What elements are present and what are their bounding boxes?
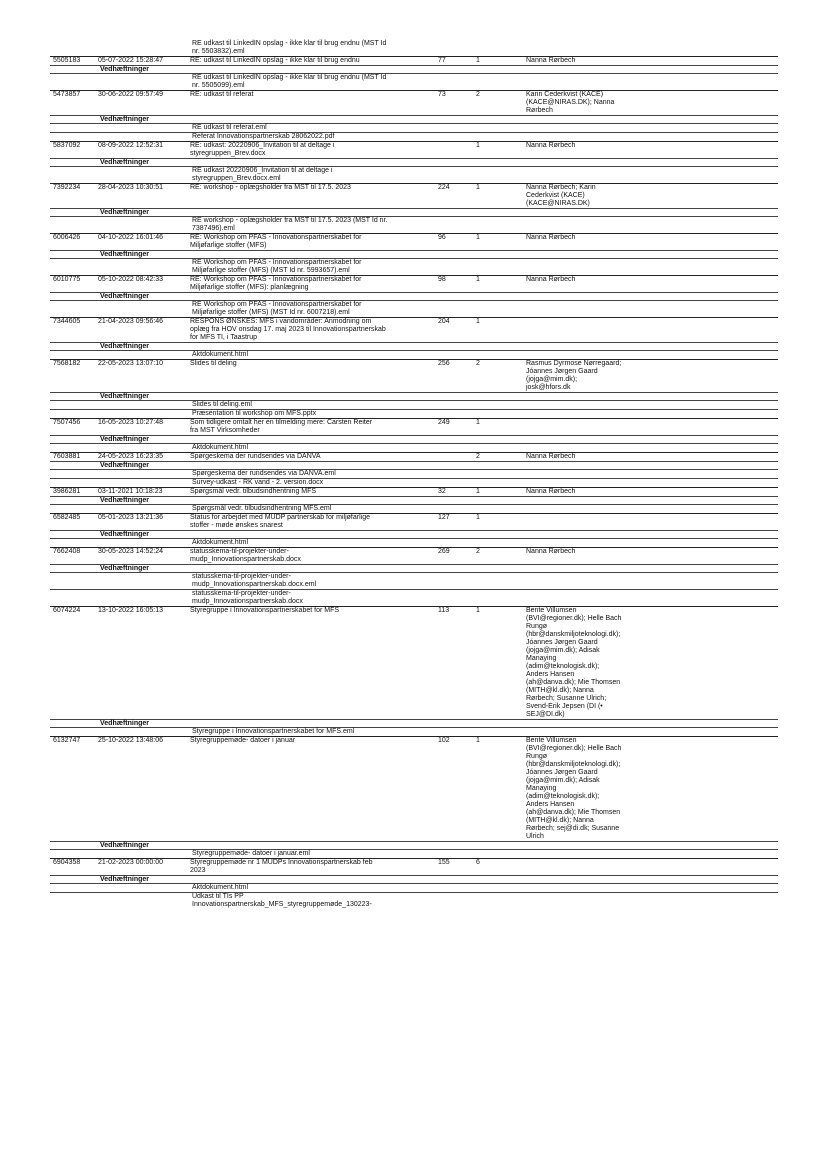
- record-attachment-count: 1: [476, 276, 480, 283]
- record-id: 7662408: [53, 548, 81, 555]
- attachment-file-line: RE Workshop om PFAS - Innovationspartnerskabet for Miljøfarlige stoffer (MFS) (MST Id nr. 5993657).eml: [50, 258, 778, 275]
- attachments-label: Vedhæftninger: [100, 531, 150, 538]
- record-row: [50, 275, 778, 292]
- record-id: 7507456: [53, 419, 81, 426]
- attachment-file-line: Aktdokument.html: [50, 883, 778, 892]
- attachments-label: Vedhæftninger: [100, 159, 150, 166]
- attachment-file-line: Aktdokument.html: [50, 350, 778, 359]
- record-date: 05-07-2022 15:28:47: [98, 57, 163, 64]
- record-pages: 204: [438, 318, 450, 325]
- attachments-header: [50, 435, 778, 443]
- document-table: [50, 40, 778, 909]
- record-attachment-count: 1: [476, 488, 480, 495]
- record-pages: 102: [438, 737, 450, 744]
- record-date: 08-09-2022 12:52:31: [98, 142, 163, 149]
- record-id: 5837092: [53, 142, 81, 149]
- record-date: 04-10-2022 16:01:46: [98, 234, 163, 241]
- record-row: [50, 233, 778, 250]
- record-pages: 73: [438, 91, 446, 98]
- record-id: 6006426: [53, 234, 81, 241]
- record-row: [50, 606, 778, 719]
- record-attachment-count: 2: [476, 360, 480, 367]
- attachments-header: [50, 392, 778, 400]
- record-pages: 224: [438, 184, 450, 191]
- record-pages: 155: [438, 859, 450, 866]
- record-attachment-count: 1: [476, 607, 480, 614]
- record-row: [50, 56, 778, 65]
- attachments-header: [50, 530, 778, 538]
- record-title: statusskema-til-projekter-under- mudp_Innovationspartnerskab.docx: [190, 548, 301, 563]
- record-id: 7392234: [53, 184, 81, 191]
- record-id: 5473857: [53, 91, 81, 98]
- attachments-label: Vedhæftninger: [100, 209, 150, 216]
- record-recipients: Bente Villumsen (BVI@regioner.dk); Helle Bach Rungø (hbr@danskmiljoteknologi.dk); Jóannes Jørgen Gaard (jojga@mim.dk); Adisak Manaying (adim@teknologisk.dk); Anders Hansen (ah@danva.dk); Mie Thomsen (MITH@kl.dk); Nanna Rørbech; Susanne Ulrich; Svend-Erik Jepsen (DI (• SEJ@DI.dk): [526, 607, 622, 718]
- record-attachment-count: 6: [476, 859, 480, 866]
- record-attachment-count: 1: [476, 234, 480, 241]
- record-pages: 113: [438, 607, 450, 614]
- record-title: RE: udkast: 20220906_Invitation til at deltage i styregruppen_Brev.docx: [190, 142, 335, 157]
- record-title: RE: Workshop om PFAS - Innovationspartnerskabet for Miljøfarlige stoffer (MFS): planlægning: [190, 276, 362, 291]
- record-recipients: Nanna Rørbech: [526, 276, 576, 283]
- record-row: [50, 858, 778, 875]
- attachments-header: [50, 875, 778, 883]
- record-attachment-count: 1: [476, 419, 480, 426]
- record-recipients: Nanna Rørbech: [526, 453, 576, 460]
- attachment-file-line: Spørgsmål vedr. tilbudsindhentning MFS.eml: [50, 504, 778, 513]
- record-title: Styregruppe i Innovationspartnerskabet for MFS: [190, 607, 340, 614]
- record-title: RE: Workshop om PFAS - Innovationspartnerskabet for Miljøfarlige stoffer (MFS): [190, 234, 362, 249]
- record-attachment-count: 2: [476, 453, 480, 460]
- record-id: 5505183: [53, 57, 81, 64]
- record-date: 05-10-2022 08:42:33: [98, 276, 163, 283]
- record-date: 30-06-2022 09:57:49: [98, 91, 163, 98]
- record-title: Som tidligere omtalt her en tilmelding mere: Carsten Reiter fra MST Virksomheder: [190, 419, 373, 434]
- record-date: 13-10-2022 16:05:13: [98, 607, 163, 614]
- attachments-label: Vedhæftninger: [100, 343, 150, 350]
- record-id: 3986281: [53, 488, 81, 495]
- attachment-file-line: Aktdokument.html: [50, 443, 778, 452]
- record-pages: 256: [438, 360, 450, 367]
- attachments-label: Vedhæftninger: [100, 293, 150, 300]
- record-row: [50, 317, 778, 342]
- record-id: 7568182: [53, 360, 81, 367]
- record-attachment-count: 1: [476, 514, 480, 521]
- attachments-label: Vedhæftninger: [100, 66, 150, 73]
- record-pages: 77: [438, 57, 446, 64]
- record-title: RE: workshop - oplægsholder fra MST til 17.5. 2023: [190, 184, 351, 191]
- attachments-label: Vedhæftninger: [100, 462, 150, 469]
- attachment-file-line: Referat Innovationspartnerskab 28062022.pdf: [50, 132, 778, 141]
- attachment-file-line: RE Workshop om PFAS - Innovationspartnerskabet for Miljøfarlige stoffer (MFS) (MST Id nr. 6007218).eml: [50, 300, 778, 317]
- attachment-file-line: RE udkast til referat.eml: [50, 123, 778, 132]
- record-date: 25-10-2022 13:48:06: [98, 737, 163, 744]
- attachment-file-line: Styregruppemøde- datoer i januar.eml: [50, 849, 778, 858]
- record-title: Styregruppemøde nr 1 MUDPs Innovationspartnerskab feb 2023: [190, 859, 373, 874]
- record-row: [50, 547, 778, 564]
- attachments-label: Vedhæftninger: [100, 497, 150, 504]
- attachment-file-line: Udkast til TIs PP Innovationspartnerskab_MFS_styregruppemøde_130223-: [50, 892, 778, 909]
- record-title: RE: udkast til LinkedIN opslag - ikke klar til brug endnu: [190, 57, 360, 64]
- record-date: 30-05-2023 14:52:24: [98, 548, 163, 555]
- attachments-label: Vedhæftninger: [100, 436, 150, 443]
- attachments-label: Vedhæftninger: [100, 720, 150, 727]
- record-id: 7344605: [53, 318, 81, 325]
- attachments-header: [50, 342, 778, 350]
- record-row: [50, 736, 778, 841]
- record-row: [50, 487, 778, 496]
- attachments-header: [50, 65, 778, 73]
- record-recipients: Nanna Rørbech; Karin Cederkvist (KACE) (KACE@NIRAS.DK): [526, 184, 596, 207]
- attachment-file-line: Survey-udkast - RK vand - 2. version.docx: [50, 478, 778, 487]
- record-pages: 96: [438, 234, 446, 241]
- record-title: Spørgeskema der rundsendes via DANVA: [190, 453, 321, 460]
- record-row: [50, 90, 778, 115]
- record-attachment-count: 1: [476, 318, 480, 325]
- record-attachment-count: 2: [476, 91, 480, 98]
- record-id: 7603881: [53, 453, 81, 460]
- attachment-file-line: RE udkast til LinkedIN opslag - ikke klar til brug endnu (MST Id nr. 5505099).eml: [50, 73, 778, 90]
- record-date: 05-01-2023 13:21:36: [98, 514, 163, 521]
- record-id: 6010775: [53, 276, 81, 283]
- attachment-file-line: RE workshop - oplægsholder fra MST til 17.5. 2023 (MST Id nr. 7387496).eml: [50, 216, 778, 233]
- record-recipients: Bente Villumsen (BVI@regioner.dk); Helle Bach Rungø (hbr@danskmiljoteknologi.dk); Jóannes Jørgen Gaard (jojga@mim.dk); Adisak Manaying (adim@teknologisk.dk); Anders Hansen (ah@danva.dk); Mie Thomsen (MITH@kl.dk); Nanna Rørbech; sej@di.dk; Susanne Ulrich: [526, 737, 622, 840]
- attachments-header: [50, 719, 778, 727]
- attachments-label: Vedhæftninger: [100, 565, 150, 572]
- attachment-file-line: statusskema-til-projekter-under- mudp_Innovationspartnerskab.docx.eml: [50, 572, 778, 589]
- attachments-label: Vedhæftninger: [100, 842, 150, 849]
- record-pages: 249: [438, 419, 450, 426]
- record-row: [50, 183, 778, 208]
- record-date: 22-05-2023 13:07:10: [98, 360, 163, 367]
- record-title: Status for arbejdet med MUDP partnerskab for miljøfarlige stoffer - møde ønskes snarest: [190, 514, 370, 529]
- record-pages: 98: [438, 276, 446, 283]
- record-attachment-count: 1: [476, 57, 480, 64]
- record-row: [50, 141, 778, 158]
- attachments-header: [50, 461, 778, 469]
- attachments-header: [50, 841, 778, 849]
- attachment-file-line: Præsentation til workshop om MFS.pptx: [50, 409, 778, 418]
- attachments-header: [50, 208, 778, 216]
- record-row: [50, 418, 778, 435]
- attachment-file-line: Aktdokument.html: [50, 538, 778, 547]
- attachments-label: Vedhæftninger: [100, 251, 150, 258]
- record-pages: 127: [438, 514, 450, 521]
- record-pages: 32: [438, 488, 446, 495]
- attachments-header: [50, 158, 778, 166]
- attachments-header: [50, 496, 778, 504]
- record-title: RESPONS ØNSKES: MFS i vandområder: Anmodning om oplæg fra HOV onsdag 17. maj 2023 til Innovationspartnerskab for MFS TI, i Taastrup: [190, 318, 386, 341]
- record-row: [50, 359, 778, 392]
- record-attachment-count: 1: [476, 737, 480, 744]
- record-attachment-count: 2: [476, 548, 480, 555]
- record-date: 28-04-2023 10:30:51: [98, 184, 163, 191]
- record-date: 03-11-2021 10:18:23: [98, 488, 163, 495]
- record-recipients: Nanna Rørbech: [526, 488, 576, 495]
- record-id: 6582485: [53, 514, 81, 521]
- record-recipients: Karin Cederkvist (KACE) (KACE@NIRAS.DK); Nanna Rørbech: [526, 91, 615, 114]
- record-title: Styregruppemøde- datoer i januar: [190, 737, 296, 744]
- record-recipients: Nanna Rørbech: [526, 57, 576, 64]
- record-date: 16-05-2023 10:27:48: [98, 419, 163, 426]
- attachment-file-line: Spørgeskema der rundsendes via DANVA.eml: [50, 469, 778, 478]
- record-recipients: Nanna Rørbech: [526, 142, 576, 149]
- record-recipients: Nanna Rørbech: [526, 234, 576, 241]
- attachment-file-line: Slides til deling.eml: [50, 400, 778, 409]
- attachments-header: [50, 292, 778, 300]
- record-recipients: Rasmus Dyrmose Nørregaard; Jóannes Jørgen Gaard (jojga@mim.dk); josk@hfors.dk: [526, 360, 622, 391]
- record-title: Slides til deling: [190, 360, 237, 367]
- attachment-file-line: Styregruppe i Innovationspartnerskabet for MFS.eml: [50, 727, 778, 736]
- attachment-file-line: RE udkast 20220906_Invitation til at deltage i styregruppen_Brev.docx.eml: [50, 166, 778, 183]
- record-attachment-count: 1: [476, 142, 480, 149]
- attachment-file-line: statusskema-til-projekter-under- mudp_Innovationspartnerskab.docx: [50, 589, 778, 606]
- attachments-label: Vedhæftninger: [100, 393, 150, 400]
- record-id: 6904358: [53, 859, 81, 866]
- record-attachment-count: 1: [476, 184, 480, 191]
- record-id: 6132747: [53, 737, 81, 744]
- record-title: Spørgsmål vedr. tilbudsindhentning MFS: [190, 488, 317, 495]
- record-date: 24-05-2023 16:23:35: [98, 453, 163, 460]
- record-row: [50, 513, 778, 530]
- record-date: 21-02-2023 00:00:00: [98, 859, 163, 866]
- record-id: 6074224: [53, 607, 81, 614]
- record-title: RE: udkast til referat: [190, 91, 254, 98]
- attachment-file-line: RE udkast til LinkedIN opslag - ikke klar til brug endnu (MST Id nr. 5503832).eml: [192, 40, 387, 55]
- attachments-header: [50, 115, 778, 123]
- record-date: 21-04-2023 09:56:46: [98, 318, 163, 325]
- attachments-header: [50, 250, 778, 258]
- attachments-label: Vedhæftninger: [100, 116, 150, 123]
- record-row: [50, 452, 778, 461]
- record-pages: 269: [438, 548, 450, 555]
- attachments-header: [50, 564, 778, 572]
- record-recipients: Nanna Rørbech: [526, 548, 576, 555]
- attachments-label: Vedhæftninger: [100, 876, 150, 883]
